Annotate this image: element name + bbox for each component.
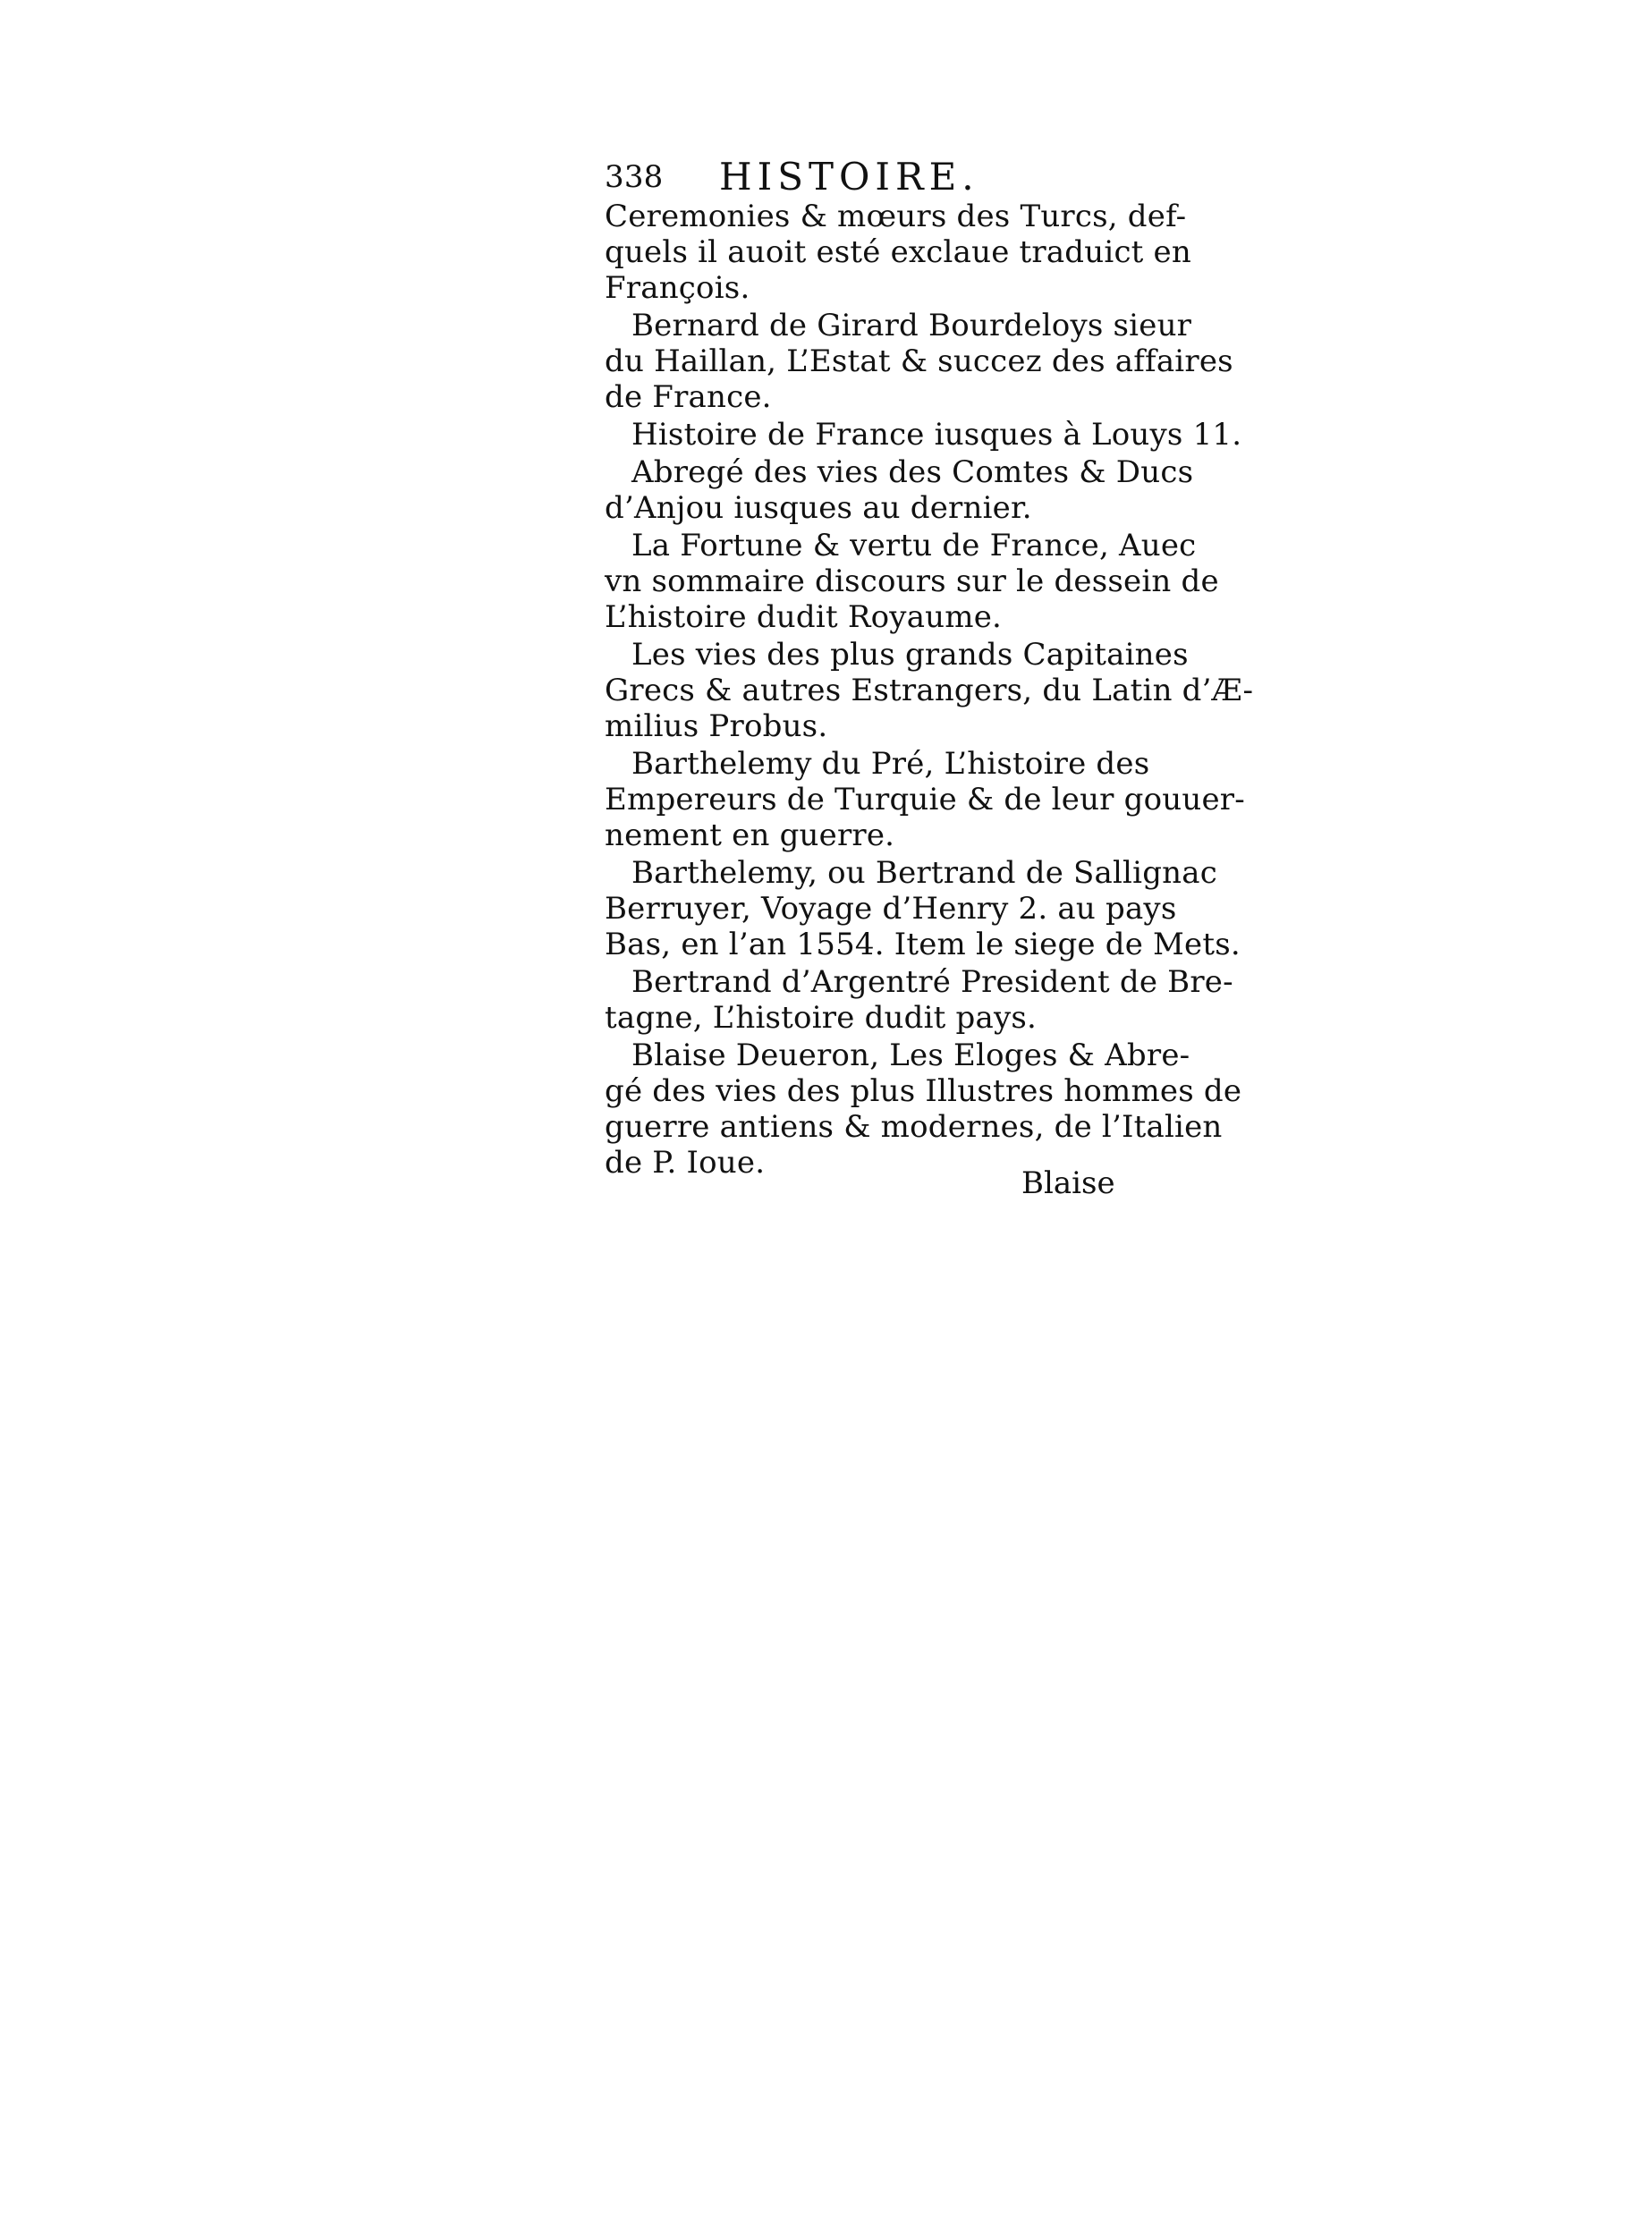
text-line: du Haillan, L’Estat & succez des affaires (605, 343, 1233, 379)
text-line: gé des vies des plus Illustres hommes de (605, 1073, 1242, 1109)
text-line: Bas, en l’an 1554. Item le siege de Mets. (605, 927, 1241, 962)
text-line: milius Probus. (605, 708, 828, 744)
text-line: La Fortune & vertu de France, Auec (631, 528, 1197, 563)
text-line: guerre antiens & modernes, de l’Italien (605, 1109, 1223, 1145)
text-line: Barthelemy du Pré, L’histoire des (631, 746, 1150, 782)
text-line: Ceremonies & mœurs des Turcs, def- (605, 199, 1187, 234)
text-line: Empereurs de Turquie & de leur gouuer- (605, 782, 1245, 817)
text-line: Berruyer, Voyage d’Henry 2. au pays (605, 891, 1177, 927)
text-line: tagne, L’histoire dudit pays. (605, 1000, 1038, 1036)
text-line: Barthelemy, ou Bertrand de Sallignac (631, 855, 1217, 891)
text-line: Blaise Deueron, Les Eloges & Abre- (631, 1038, 1190, 1073)
text-line: de P. Ioue. (605, 1145, 766, 1181)
text-line: nement en guerre. (605, 817, 895, 853)
text-line: de France. (605, 379, 772, 415)
running-title: HISTOIRE. (719, 155, 979, 199)
text-line: Grecs & autres Estrangers, du Latin d’Æ- (605, 673, 1254, 708)
text-line: Bernard de Girard Bourdeloys sieur (631, 308, 1192, 343)
text-line: Les vies des plus grands Capitaines (631, 637, 1189, 673)
text-line: Bertrand d’Argentré President de Bre- (631, 964, 1233, 1000)
text-line: François. (605, 270, 750, 306)
text-line: vn sommaire discours sur le dessein de (605, 563, 1219, 599)
text-line: quels il auoit esté exclaue traduict en (605, 234, 1191, 270)
catchword: Blaise (1021, 1165, 1115, 1201)
text-line: L’histoire dudit Royaume. (605, 599, 1003, 635)
text-line: Histoire de France iusques à Louys 11. (631, 417, 1242, 453)
text-line: d’Anjou iusques au dernier. (605, 490, 1032, 526)
text-line: Abregé des vies des Comtes & Ducs (631, 454, 1194, 490)
page-number: 338 (605, 159, 664, 195)
